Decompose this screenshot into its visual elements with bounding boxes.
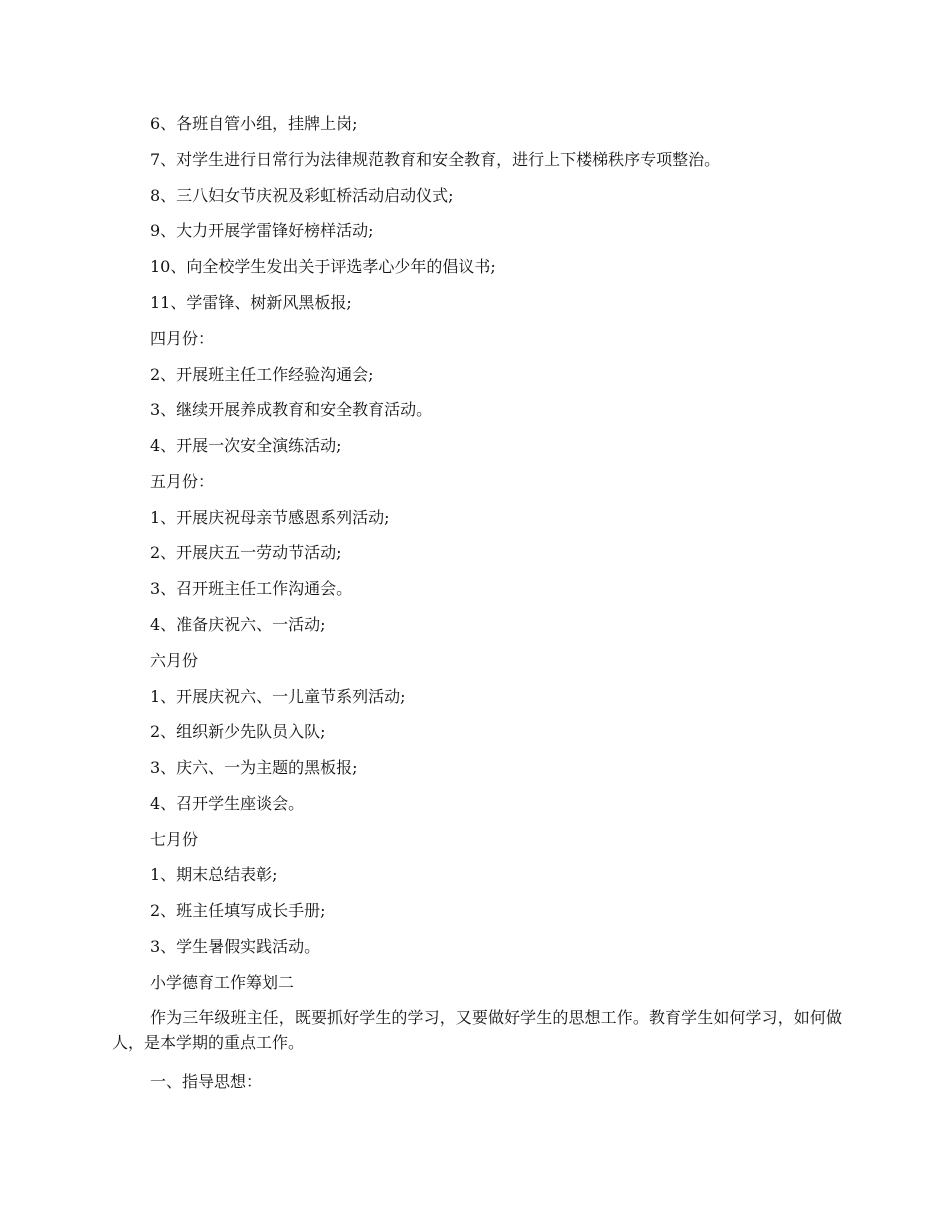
- section-title: 小学德育工作筹划二: [150, 973, 295, 992]
- text-line: 10、向全校学生发出关于评选孝心少年的倡议书;: [150, 257, 496, 276]
- text-line: 4、准备庆祝六、一活动;: [150, 615, 326, 634]
- text-line: 1、期末总结表彰;: [150, 865, 278, 884]
- text-line: 9、大力开展学雷锋好榜样活动;: [150, 221, 374, 240]
- section-heading: 一、指导思想：: [150, 1072, 263, 1091]
- month-heading: 五月份：: [150, 472, 215, 491]
- body-paragraph: 作为三年级班主任，既要抓好学生的学习，又要做好学生的思想工作。教育学生如何学习，如何做人，是本学期的重点工作。: [112, 1008, 842, 1052]
- text-line: 11、学雷锋、树新风黑板报;: [150, 293, 352, 312]
- text-line: 6、各班自管小组，挂牌上岗;: [150, 114, 358, 133]
- text-line: 4、召开学生座谈会。: [150, 794, 305, 813]
- text-line: 2、开展庆五一劳动节活动;: [150, 543, 342, 562]
- month-heading: 四月份：: [150, 329, 215, 348]
- month-heading: 七月份: [150, 830, 199, 849]
- text-line: 7、对学生进行日常行为法律规范教育和安全教育，进行上下楼梯秩序专项整治。: [150, 150, 721, 169]
- text-line: 4、开展一次安全演练活动;: [150, 436, 342, 455]
- month-heading: 六月份: [150, 651, 199, 670]
- text-line: 8、三八妇女节庆祝及彩虹桥活动启动仪式;: [150, 186, 454, 205]
- text-line: 1、开展庆祝母亲节感恩系列活动;: [150, 508, 390, 527]
- text-line: 2、开展班主任工作经验沟通会;: [150, 365, 374, 384]
- text-line: 3、继续开展养成教育和安全教育活动。: [150, 400, 433, 419]
- text-line: 2、班主任填写成长手册;: [150, 901, 326, 920]
- text-line: 1、开展庆祝六、一儿童节系列活动;: [150, 687, 406, 706]
- text-line: 3、庆六、一为主题的黑板报;: [150, 758, 358, 777]
- text-line: 3、学生暑假实践活动。: [150, 937, 321, 956]
- text-line: 2、组织新少先队员入队;: [150, 722, 326, 741]
- text-line: 3、召开班主任工作沟通会。: [150, 579, 353, 598]
